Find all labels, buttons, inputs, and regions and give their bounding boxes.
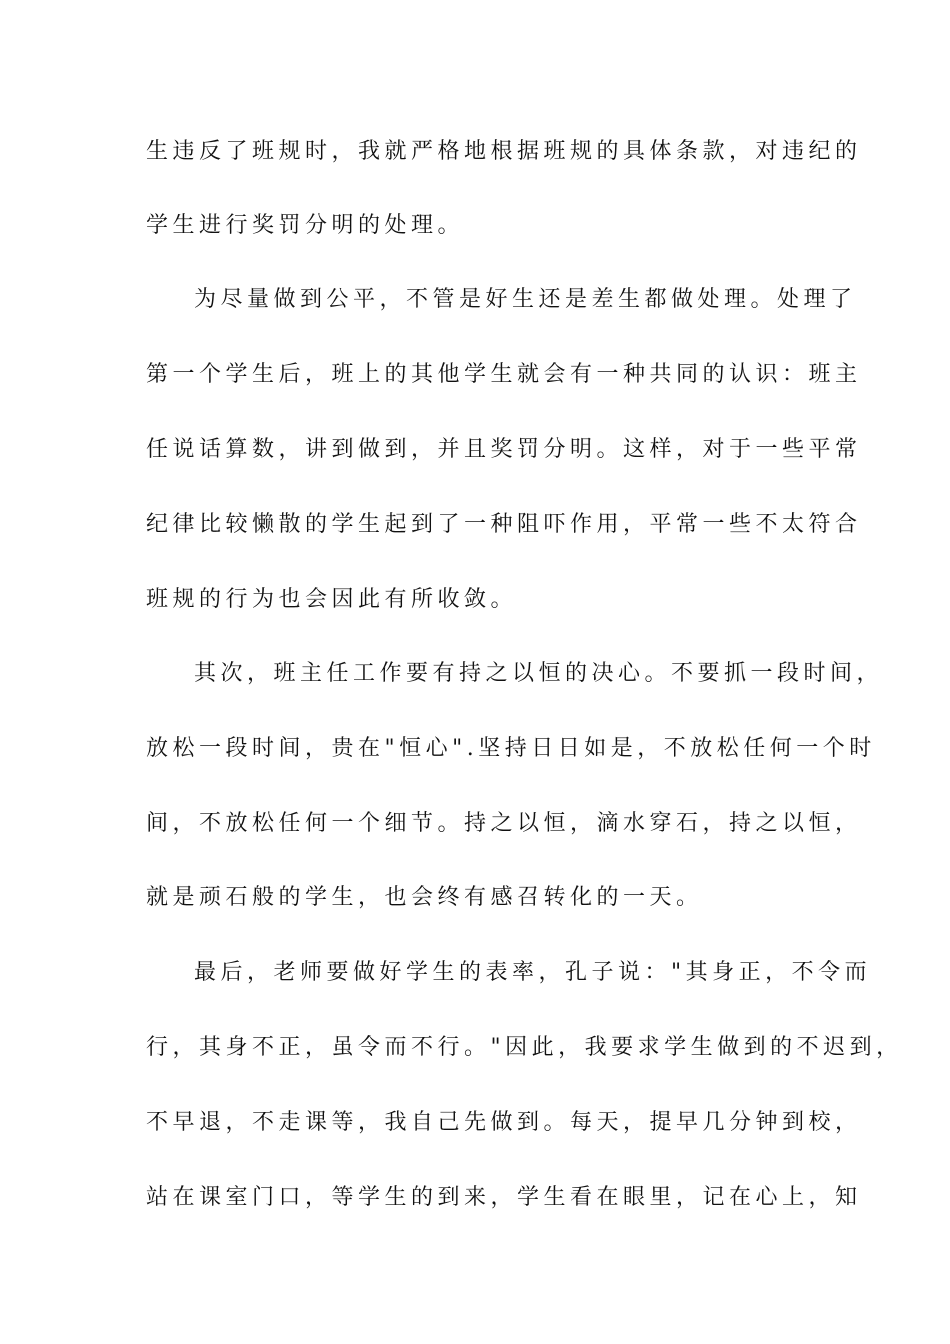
paragraph-start-line: 最后，老师要做好学生的表率，孔子说："其身正，不令而 [194,960,872,985]
text-line: 纪律比较懒散的学生起到了一种阻吓作用，平常一些不太符合 [146,512,862,537]
text-line: 学生进行奖罚分明的处理。 [146,213,465,238]
text-line: 生违反了班规时，我就严格地根据班规的具体条款，对违纪的 [146,139,862,164]
paragraph-start-line: 为尽量做到公平，不管是好生还是差生都做处理。处理了 [194,287,857,312]
text-line: 放松一段时间，贵在"恒心".坚持日日如是，不放松任何一个时 [146,736,876,761]
text-line: 站在课室门口，等学生的到来，学生看在眼里，记在心上，知 [146,1185,862,1210]
text-line: 任说话算数，讲到做到，并且奖罚分明。这样，对于一些平常 [146,437,862,462]
text-line: 就是顽石般的学生，也会终有感召转化的一天。 [146,885,703,910]
text-line: 间，不放松任何一个细节。持之以恒，滴水穿石，持之以恒， [146,811,862,836]
text-line: 不早退，不走课等，我自己先做到。每天，提早几分钟到校， [146,1110,862,1135]
paragraph-start-line: 其次，班主任工作要有持之以恒的决心。不要抓一段时间， [194,661,884,686]
text-line: 班规的行为也会因此有所收敛。 [146,587,518,612]
text-line: 第一个学生后，班上的其他学生就会有一种共同的认识：班主 [146,362,862,387]
text-line: 行，其身不正，虽令而不行。"因此，我要求学生做到的不迟到， [146,1035,903,1060]
